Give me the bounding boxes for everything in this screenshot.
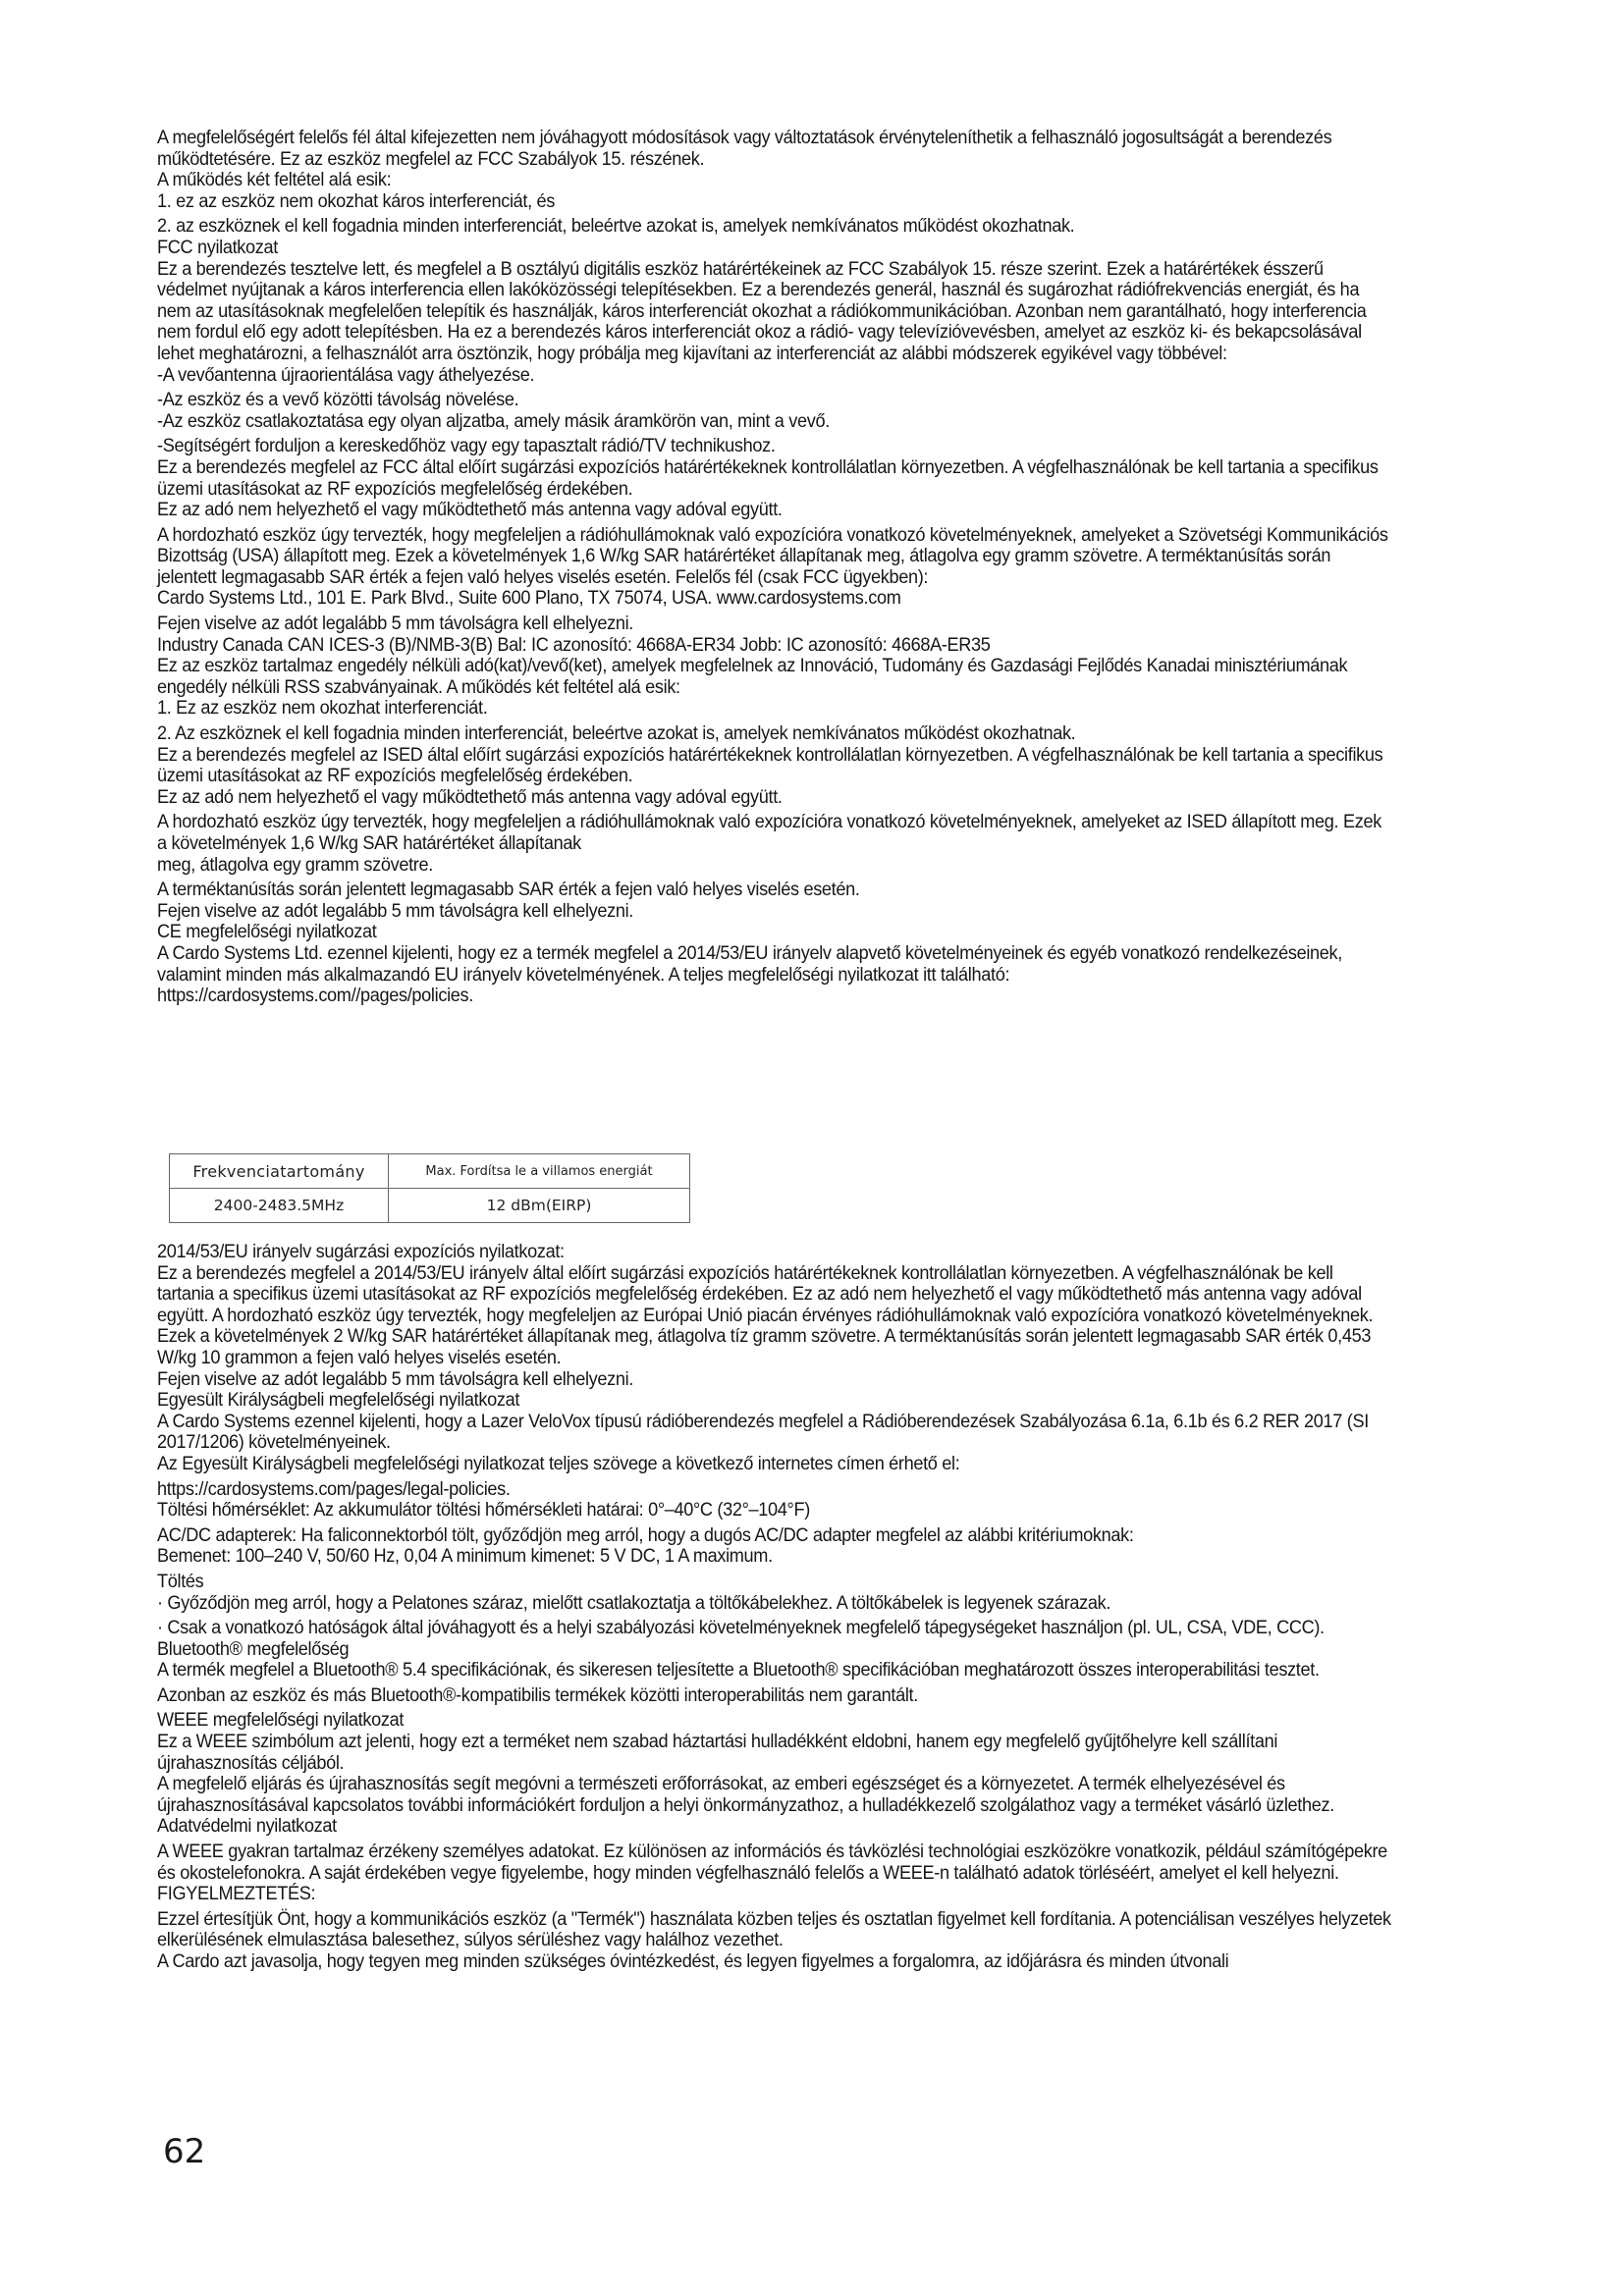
page-number: 62 xyxy=(163,2132,206,2171)
table-row xyxy=(170,1189,690,1223)
paragraph: Ez az eszköz tartalmaz engedély nélküli adó(kat)/vevő(ket), amelyek megfelelnek az Innováció, Tudomány és Gazdasági Fejlődés Kanadai minisztériumának engedély nélküli RSS szabványainak. A működés két feltétel alá esik: xyxy=(157,656,1348,698)
policy-link: https://cardosystems.com//pages/policies. xyxy=(157,986,473,1007)
paragraph: A terméktanúsítás során jelentett legmagasabb SAR érték a fejen való helyes viselés esetén. xyxy=(157,880,860,901)
paragraph: A hordozható eszköz úgy tervezték, hogy megfeleljen a rádióhullámoknak való expozícióra vonatkozó követelményeknek, amelyeket az ISED állapított meg. Ezek a követelmények 1,6 W/kg SAR határértéket állapítanak xyxy=(157,812,1381,854)
section-heading: 2014/53/EU irányelv sugárzási expozíciós nyilatkozat: xyxy=(157,1242,565,1262)
table-header-power: Max. Fordítsa le a villamos energiát xyxy=(389,1154,690,1189)
paragraph: Ez az adó nem helyezhető el vagy működtethető más antenna vagy adóval együtt. xyxy=(157,500,783,521)
paragraph: A WEEE gyakran tartalmaz érzékeny személyes adatokat. Ez különösen az információs és távközlési technológiai eszközökre vonatkozik, például számítógépekre és okostelefonokra. A saját érdekében vegye figyelembe, hogy minden végfelhasználó felelős a WEEE-n található adatok törléséért, amelyet el kell helyezni. xyxy=(157,1842,1387,1884)
paragraph: A termék megfelel a Bluetooth® 5.4 specifikációnak, és sikeresen teljesítette a Bluetooth® specifikációban meghatározott összes interoperabilitási tesztet. xyxy=(157,1660,1320,1682)
frequency-table xyxy=(169,1153,690,1223)
section-heading: Bluetooth® megfelelőség xyxy=(157,1638,350,1660)
section-heading: CE megfelelőségi nyilatkozat xyxy=(157,922,377,943)
paragraph: meg, átlagolva egy gramm szövetre. xyxy=(157,854,433,876)
section-heading: Töltés xyxy=(157,1571,204,1592)
policy-link: https://cardosystems.com/pages/legal-policies. xyxy=(157,1478,511,1500)
table-header-frequency: Frekvenciatartomány xyxy=(170,1154,389,1189)
paragraph: Ez az adó nem helyezhető el vagy működtethető más antenna vagy adóval együtt. xyxy=(157,786,783,808)
paragraph: A Cardo Systems ezennel kijelenti, hogy a Lazer VeloVox típusú rádióberendezés megfelel a Rádióberendezések Szabályozása 6.1a, 6.1b és 6.2 RER 2017 (SI 2017/1206) követelményeinek. xyxy=(157,1411,1369,1454)
list-item: 2. Az eszköznek el kell fogadnia minden interferenciát, beleértve azokat is, amelyek nemkívánatos működést okozhatnak. xyxy=(157,723,1076,745)
paragraph: Ez a berendezés megfelel az FCC által előírt sugárzási expozíciós határértékeknek kontrollálatlan környezetben. A végfelhasználónak be kell tartania a specifikus üzemi utasításokat az RF expozíciós megfelelőség érdekében. xyxy=(157,456,1379,500)
list-item: -A vevőantenna újraorientálása vagy áthelyezése. xyxy=(157,364,535,386)
list-item: · Győződjön meg arról, hogy a Pelatones száraz, mielőtt csatlakoztatja a töltőkábelekhez. A töltőkábelek is legyenek szárazak. xyxy=(157,1592,1111,1614)
paragraph: Bemenet: 100–240 V, 50/60 Hz, 0,04 A minimum kimenet: 5 V DC, 1 A maximum. xyxy=(157,1546,773,1568)
list-item: -Segítségért forduljon a kereskedőhöz vagy egy tapasztalt rádió/TV technikushoz. xyxy=(157,436,776,457)
table-header-row xyxy=(170,1154,690,1189)
paragraph: Az Egyesült Királyságbeli megfelelőségi nyilatkozat teljes szövege a következő internetes címen érhető el: xyxy=(157,1453,960,1474)
paragraph: 1. ez az eszköz nem okozhat káros interferenciát, és xyxy=(157,190,555,212)
paragraph: Fejen viselve az adót legalább 5 mm távolságra kell elhelyezni. xyxy=(157,614,634,635)
regulatory-text-lower xyxy=(157,1242,1394,1973)
paragraph: Industry Canada CAN ICES-3 (B)/NMB-3(B) Bal: IC azonosító: 4668A-ER34 Jobb: IC azonosító: 4668A-ER35 xyxy=(157,634,991,656)
paragraph: A Cardo Systems Ltd. ezennel kijelenti, hogy ez a termék megfelel a 2014/53/EU irányelv alapvető követelményeinek és egyéb vonatkozó rendelkezéseinek, valamint minden más alkalmazandó EU irányelv követelményének. A teljes megfelelőségi nyilatkozat itt található: xyxy=(157,942,1342,986)
section-heading: Adatvédelmi nyilatkozat xyxy=(157,1816,337,1838)
paragraph: A megfelelő eljárás és újrahasznosítás segít megóvni a természeti erőforrásokat, az emberi egészséget és a környezetet. A termék elhelyezésével és újrahasznosításával kapcsolatos további információkért forduljon a helyi önkormányzathoz, a hulladékkezelő szolgálathoz vagy a terméket vásárló üzlethez. xyxy=(157,1774,1334,1816)
list-item: 1. Ez az eszköz nem okozhat interferenciát. xyxy=(157,698,488,720)
paragraph: A hordozható eszköz úgy tervezték, hogy megfeleljen a rádióhullámoknak való expozícióra vonatkozó követelményeknek, amelyeket a Szövetségi Kommunikációs Bizottság (USA) állapított meg. Ezek a követelmények 1,6 W/kg SAR határértéket állapítanak meg, átlagolva egy gramm szövetre. A terméktanúsítás során jelentett legmagasabb SAR érték a fejen való helyes viselés esetén. Felelős fél (csak FCC ügyekben): xyxy=(157,524,1388,588)
table-cell-power: 12 dBm(EIRP) xyxy=(389,1189,690,1223)
regulatory-text-upper xyxy=(157,128,1394,1007)
paragraph: Ez a WEEE szimbólum azt jelenti, hogy ezt a terméket nem szabad háztartási hulladékként eldobni, hanem egy megfelelő gyűjtőhelyre kell szállítani újrahasznosítás céljából. xyxy=(157,1732,1278,1774)
section-heading: Egyesült Királyságbeli megfelelőségi nyilatkozat xyxy=(157,1390,520,1412)
list-item: -Az eszköz csatlakoztatása egy olyan aljzatba, amely másik áramkörön van, mint a vevő. xyxy=(157,410,830,432)
table-cell-frequency: 2400-2483.5MHz xyxy=(170,1189,389,1223)
paragraph: AC/DC adapterek: Ha faliconnektorból tölt, győződjön meg arról, hogy a dugós AC/DC adapter megfelel az alábbi kritériumoknak: xyxy=(157,1524,1134,1546)
paragraph: Cardo Systems Ltd., 101 E. Park Blvd., Suite 600 Plano, TX 75074, USA. www.cardosystems.com xyxy=(157,588,901,610)
list-item: -Az eszköz és a vevő közötti távolság növelése. xyxy=(157,390,519,411)
paragraph: A Cardo azt javasolja, hogy tegyen meg minden szükséges óvintézkedést, és legyen figyelmes a forgalomra, az időjárásra és minden útvonali xyxy=(157,1951,1229,1972)
warning-heading: FIGYELMEZTETÉS: xyxy=(157,1884,316,1905)
paragraph: Ez a berendezés megfelel az ISED által előírt sugárzási expozíciós határértékeknek kontrollálatlan környezetben. A végfelhasználónak be kell tartania a specifikus üzemi utasításokat az RF expozíciós megfelelőség érdekében. xyxy=(157,744,1383,787)
paragraph: Fejen viselve az adót legalább 5 mm távolságra kell elhelyezni. xyxy=(157,1368,634,1390)
paragraph: Ezzel értesítjük Önt, hogy a kommunikációs eszköz (a "Termék") használata közben teljes és osztatlan figyelmet kell fordítania. A potenciálisan veszélyes helyzetek elkerülésének elmulasztása balesethez, súlyos sérüléshez vagy halálhoz vezethet. xyxy=(157,1908,1391,1951)
section-heading: WEEE megfelelőségi nyilatkozat xyxy=(157,1710,405,1732)
list-item: · Csak a vonatkozó hatóságok által jóváhagyott és a helyi szabályozási követelményeknek megfelelő tápegységeket használjon (pl. UL, CSA, VDE, CCC). xyxy=(157,1618,1325,1639)
paragraph: Ez a berendezés tesztelve lett, és megfelel a B osztályú digitális eszköz határértékeinek az FCC Szabályok 15. része szerint. Ezek a határértékek ésszerű védelmet nyújtanak a káros interferencia ellen lakóközösségi telepítésekben. Ez a berendezés generál, használ és sugározhat rádiófrekvenciás energiát, és ha nem az utasításoknak megfelelően telepítik és használják, káros interferenciát okozhat a rádiókommunikációban. Azonban nem garantálható, hogy interferencia nem fordul elő egy adott telepítésben. Ha ez a berendezés káros interferenciát okoz a rádió- vagy televízióvevésben, amelyet az eszköz ki- és bekapcsolásával lehet meghatározni, a felhasználót arra ösztönzik, hogy próbálja meg kijavítani az interferenciát az alábbi módszerek egyikével vagy többével: xyxy=(157,258,1367,364)
paragraph: 2. az eszköznek el kell fogadnia minden interferenciát, beleértve azokat is, amelyek nemkívánatos működést okozhatnak. xyxy=(157,216,1075,238)
paragraph: Fejen viselve az adót legalább 5 mm távolságra kell elhelyezni. xyxy=(157,900,634,922)
section-heading: FCC nyilatkozat xyxy=(157,237,278,258)
paragraph: A megfelelőségért felelős fél által kifejezetten nem jóváhagyott módosítások vagy változtatások érvényteleníthetik a felhasználó jogosultságát a berendezés működtetésére. Ez az eszköz megfelel az FCC Szabályok 15. részének. xyxy=(157,128,1332,170)
paragraph: A működés két feltétel alá esik: xyxy=(157,170,392,191)
paragraph: Töltési hőmérséklet: Az akkumulátor töltési hőmérsékleti határai: 0°–40°C (32°–104°F) xyxy=(157,1500,810,1522)
paragraph: Azonban az eszköz és más Bluetooth®-kompatibilis termékek közötti interoperabilitás nem garantált. xyxy=(157,1684,918,1706)
paragraph: Ez a berendezés megfelel a 2014/53/EU irányelv által előírt sugárzási expozíciós határértékeknek kontrollálatlan környezetben. A végfelhasználónak be kell tartania a specifikus üzemi utasításokat az RF expozíciós megfelelőség érdekében. Ez az adó nem helyezhető el vagy működtethető más antenna vagy adóval együtt. A hordozható eszköz úgy tervezték, hogy megfeleljen az Európai Unió piacán érvényes rádióhullámoknak való expozícióra vonatkozó követelményeknek. Ezek a követelmények 2 W/kg SAR határértéket állapítanak meg, átlagolva tíz gramm szövetre. A terméktanúsítás során jelentett legmagasabb SAR érték 0,453 W/kg 10 grammon a fejen való helyes viselés esetén. xyxy=(157,1262,1374,1368)
